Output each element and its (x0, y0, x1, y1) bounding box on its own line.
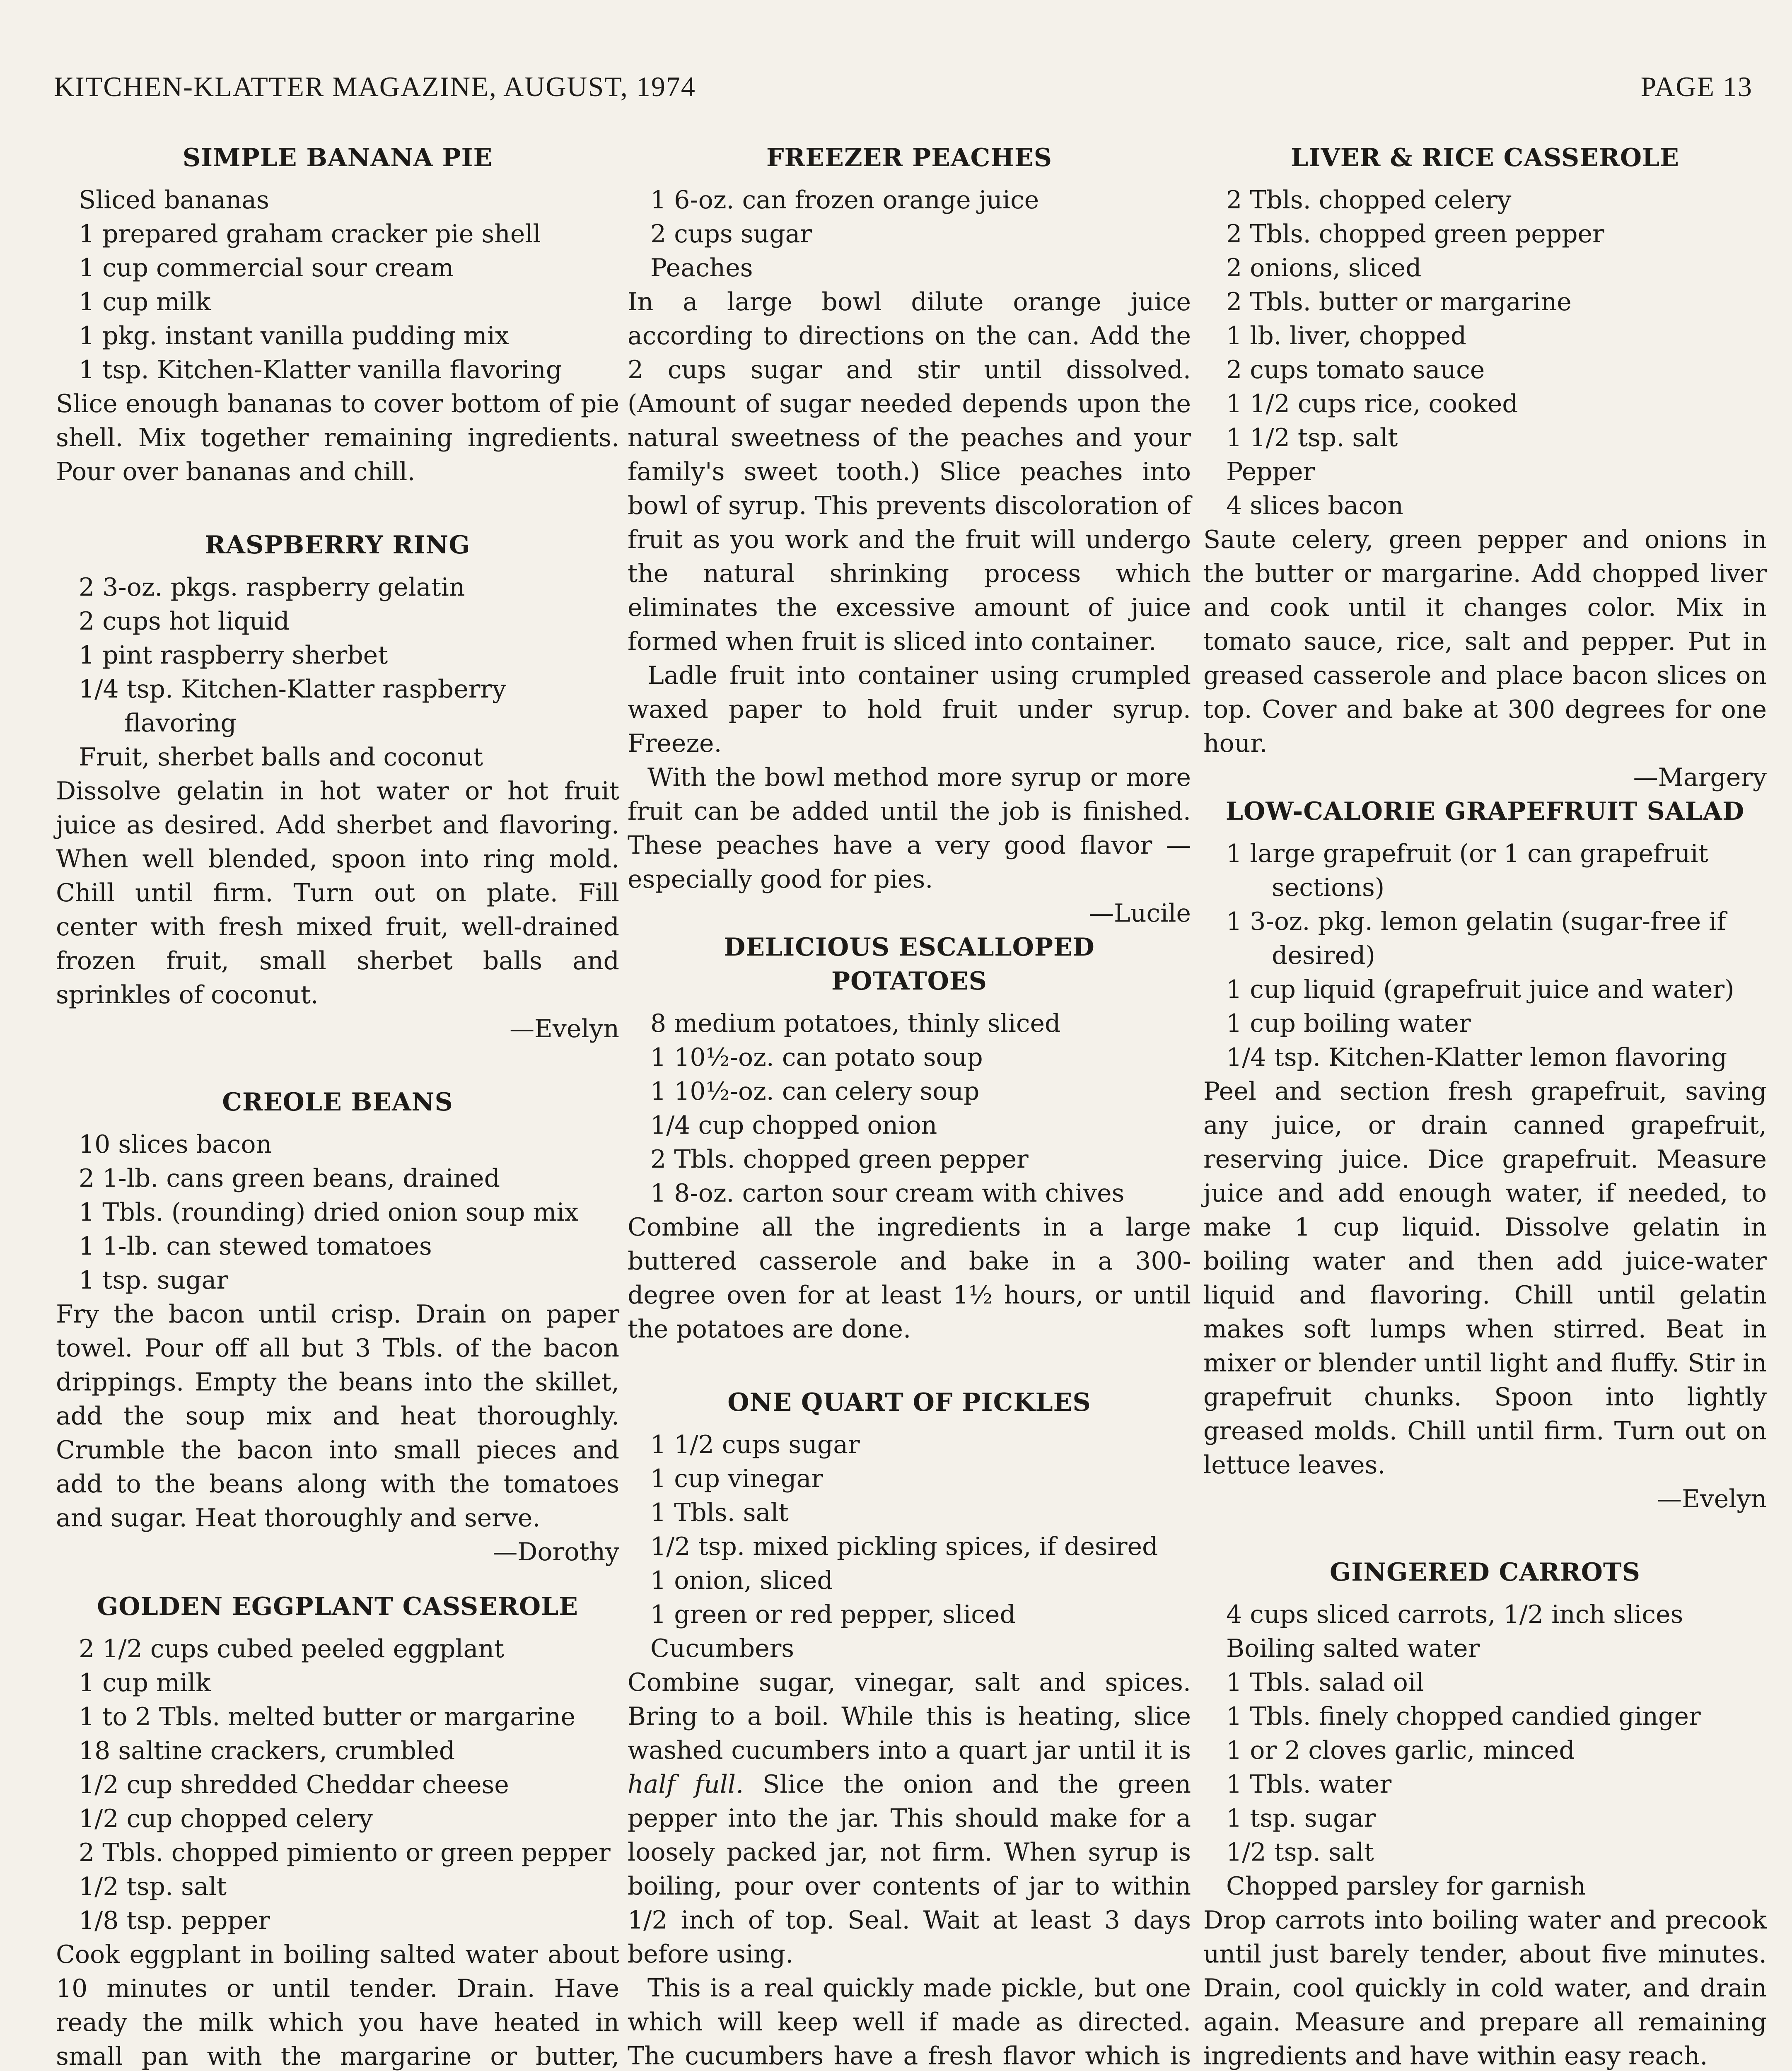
ingredient: 2 1-lb. cans green beans, drained (79, 1164, 500, 1193)
author-signature: —Evelyn (510, 1014, 619, 1043)
recipe-title: GINGERED CARROTS (1330, 1558, 1640, 1587)
ingredient: Boiling salted water (1226, 1634, 1480, 1663)
ingredient-list (56, 1632, 619, 1938)
ingredient: Chopped parsley for garnish (1226, 1872, 1586, 1901)
column-2 (628, 141, 1191, 2071)
ingredient-list (56, 570, 619, 774)
recipe-title: LOW-CALORIE GRAPEFRUIT SALAD (1225, 797, 1745, 826)
recipe-title: LIVER & RICE CASSEROLE (1290, 143, 1680, 172)
ingredient-list (56, 1127, 619, 1297)
emphasis-text: half full. (628, 1770, 744, 1799)
ingredient: 1 cup milk (79, 1668, 211, 1697)
recipe-title: POTATOES (831, 967, 987, 996)
ingredient-list (1203, 183, 1767, 523)
magazine-title: KITCHEN-KLATTER MAGAZINE, AUGUST, 1974 (54, 71, 696, 102)
ingredient: 1 Tbls. (rounding) dried onion soup mix (79, 1198, 579, 1227)
ingredient: 18 saltine crackers, crumbled (79, 1736, 455, 1765)
ingredient: 8 medium potatoes, thinly sliced (650, 1009, 1061, 1038)
directions: In a large bowl dilute orange juice according to directions on the can. Add the 2 cups sugar and stir until dissolved. (Amount of sugar needed depends upon the natural sweetness of the peaches and your family's sweet tooth.) Slice peaches into bowl of syrup. This prevents discoloration of fruit as you work and the fruit will undergo the natural shrinking process which eliminates the excessive amount of juice formed when fruit is sliced into container. (628, 287, 1191, 656)
ingredient: 2 Tbls. chopped green pepper (1226, 220, 1604, 249)
directions: Peel and section fresh grapefruit, saving any juice, or drain canned grapefruit, reserving juice. Dice grapefruit. Measure juice and add enough water, if needed, to make 1 cup liquid. Dissolve gelatin in boiling water and then add juice-water liquid and flavoring. Chill until gelatin makes soft lumps when stirred. Beat in mixer or blender until light and fluffy. Stir in grapefruit chunks. Spoon into lightly greased molds. Chill until firm. Turn out on lettuce leaves. (1203, 1077, 1767, 1480)
ingredient: 1 1-lb. can stewed tomatoes (79, 1232, 432, 1261)
ingredient-list (1203, 1598, 1767, 1903)
ingredient: 1 tsp. sugar (1226, 1804, 1376, 1833)
directions: Combine all the ingredients in a large buttered casserole and bake in a 300-degree oven for at least 1½ hours, or until the potatoes are done. (628, 1213, 1191, 1344)
ingredient: 1/4 tsp. Kitchen-Klatter raspberry flavoring (79, 675, 506, 738)
recipe-title: SIMPLE BANANA PIE (182, 143, 493, 172)
ingredient: 2 Tbls. chopped celery (1226, 186, 1512, 215)
ingredient: 2 cups hot liquid (79, 607, 290, 636)
directions: Ladle fruit into container using crumpled waxed paper to hold fruit under syrup. Freeze. (628, 661, 1191, 758)
ingredient: 1 prepared graham cracker pie shell (79, 220, 541, 249)
ingredient: 2 Tbls. chopped pimiento or green pepper (79, 1838, 611, 1867)
recipe-title: RASPBERRY RING (205, 531, 471, 560)
ingredient-list (1203, 837, 1767, 1074)
ingredient: 1 or 2 cloves garlic, minced (1226, 1736, 1575, 1765)
ingredient: 1 1/2 cups rice, cooked (1226, 389, 1518, 418)
directions: Saute celery, green pepper and onions in the butter or margarine. Add chopped liver and cook until it changes color. Mix in tomato sauce, rice, salt and pepper. Put in greased casserole and place bacon slices on top. Cover and bake at 300 degrees for one hour. (1203, 525, 1767, 758)
ingredient: 1 cup commercial sour cream (79, 253, 454, 282)
ingredient: 1 Tbls. water (1226, 1770, 1392, 1799)
ingredient: 1 cup boiling water (1226, 1009, 1471, 1038)
ingredient-list (628, 1007, 1191, 1210)
ingredient: 1 8-oz. carton sour cream with chives (650, 1179, 1125, 1208)
recipe-title: CREOLE BEANS (222, 1088, 453, 1117)
ingredient: 4 slices bacon (1226, 491, 1403, 520)
author-signature: —Lucile (1089, 899, 1191, 928)
ingredient: 1 1/2 cups sugar (650, 1430, 860, 1459)
ingredient: 2 cups tomato sauce (1226, 355, 1485, 384)
recipe-title: ONE QUART OF PICKLES (727, 1388, 1091, 1417)
ingredient: 2 3-oz. pkgs. raspberry gelatin (79, 573, 465, 602)
directions (628, 1665, 1191, 1971)
directions-text: Combine sugar, vinegar, salt and spices. Bring to a boil. While this is heating, slice washed cucumbers into a quart jar until it is (628, 1668, 1191, 1765)
ingredient: 1 tsp. sugar (79, 1266, 228, 1295)
ingredient: 2 Tbls. chopped green pepper (650, 1145, 1029, 1174)
ingredient: 1/8 tsp. pepper (79, 1906, 270, 1935)
ingredient: 1 cup milk (79, 287, 211, 316)
ingredient-list (628, 1428, 1191, 1665)
ingredient: 1/2 cup shredded Cheddar cheese (79, 1770, 509, 1799)
author-signature: —Evelyn (1657, 1484, 1767, 1513)
ingredient: 1 cup vinegar (650, 1464, 824, 1493)
author-signature: —Margery (1633, 763, 1767, 792)
ingredient: 1 3-oz. pkg. lemon gelatin (sugar-free if desired) (1226, 907, 1726, 970)
ingredient: 4 cups sliced carrots, 1/2 inch slices (1226, 1600, 1683, 1629)
directions: Drop carrots into boiling water and precook until just barely tender, about five minutes. Drain, cool quickly in cold water, and drain again. Measure and prepare all remaining ingredients and have within easy reach. (1203, 1906, 1767, 2071)
ingredient: 1/4 tsp. Kitchen-Klatter lemon flavoring (1226, 1043, 1727, 1072)
directions: Dissolve gelatin in hot water or hot fruit juice as desired. Add sherbet and flavoring. When well blended, spoon into ring mold. Chill until firm. Turn out on plate. Fill center with fresh mixed fruit, well-drained frozen fruit, small sherbet balls and sprinkles of coconut. (56, 777, 619, 1009)
ingredient: 1/2 tsp. salt (79, 1872, 227, 1901)
ingredient: 1 tsp. Kitchen-Klatter vanilla flavoring (79, 355, 562, 384)
ingredient: 1 10½-oz. can celery soup (650, 1077, 980, 1106)
ingredient: 1 cup liquid (grapefruit juice and water) (1226, 975, 1734, 1004)
ingredient: 1 pint raspberry sherbet (79, 641, 388, 670)
column-1 (56, 141, 619, 2071)
ingredient: Cucumbers (650, 1634, 795, 1663)
directions: Cook eggplant in boiling salted water about 10 minutes or until tender. Drain. Have ready the milk which you have heated in small pan with the margarine or butter, (56, 1940, 619, 2071)
ingredient: 1 to 2 Tbls. melted butter or margarine (79, 1702, 576, 1731)
page-number: PAGE 13 (1640, 71, 1753, 102)
ingredient: 1 onion, sliced (650, 1566, 833, 1595)
ingredient: 2 1/2 cups cubed peeled eggplant (79, 1634, 505, 1663)
ingredient: 1/2 tsp. mixed pickling spices, if desired (650, 1532, 1158, 1561)
ingredient: 2 cups sugar (650, 220, 812, 249)
directions: With the bowl method more syrup or more fruit can be added until the job is finished. These peaches have a very good flavor — especially good for pies. (628, 763, 1191, 894)
ingredient: 1 lb. liver, chopped (1226, 321, 1467, 350)
recipe-title: FREEZER PEACHES (766, 143, 1053, 172)
recipe-title: DELICIOUS ESCALLOPED (724, 933, 1095, 962)
ingredient: 2 onions, sliced (1226, 253, 1422, 282)
ingredient: Pepper (1226, 457, 1315, 486)
column-3 (1203, 141, 1767, 2071)
author-signature: —Dorothy (493, 1538, 619, 1567)
ingredient: 1 Tbls. finely chopped candied ginger (1226, 1702, 1701, 1731)
ingredient: 2 Tbls. butter or margarine (1226, 287, 1572, 316)
directions-text: Slice the onion and the green pepper into the jar. This should make for a loosely packed jar, not firm. When syrup is boiling, pour over contents of jar to within 1/2 inch of top. Seal. Wait at least 3 days before using. (628, 1770, 1191, 1969)
ingredient: 1 10½-oz. can potato soup (650, 1043, 983, 1072)
ingredient: 1 large grapefruit (or 1 can grapefruit sections) (1226, 839, 1708, 902)
ingredient: 1 Tbls. salad oil (1226, 1668, 1424, 1697)
ingredient: Sliced bananas (79, 186, 269, 215)
ingredient: 10 slices bacon (79, 1130, 272, 1159)
directions: This is a real quickly made pickle, but one which will keep well if made as directed. The cucumbers have a fresh flavor which is (628, 1974, 1191, 2071)
ingredient: Fruit, sherbet balls and coconut (79, 743, 483, 772)
directions: Fry the bacon until crisp. Drain on paper towel. Pour off all but 3 Tbls. of the bacon drippings. Empty the beans into the skillet, add the soup mix and heat thoroughly. Crumble the bacon into small pieces and add to the beans along with the tomatoes and sugar. Heat thoroughly and serve. (56, 1300, 619, 1533)
ingredient: 1 6-oz. can frozen orange juice (650, 186, 1039, 215)
page-header (54, 70, 1753, 116)
ingredient: 1 Tbls. salt (650, 1498, 789, 1527)
ingredient: 1 green or red pepper, sliced (650, 1600, 1016, 1629)
directions: Slice enough bananas to cover bottom of pie shell. Mix together remaining ingredients. Pour over bananas and chill. (56, 389, 619, 486)
ingredient: 1 pkg. instant vanilla pudding mix (79, 321, 509, 350)
recipe-title: GOLDEN EGGPLANT CASSEROLE (97, 1592, 579, 1621)
ingredient: 1/2 cup chopped celery (79, 1804, 373, 1833)
ingredient-list (628, 183, 1191, 285)
ingredient: Peaches (650, 253, 753, 282)
ingredient: 1/2 tsp. salt (1226, 1838, 1374, 1867)
ingredient-list (56, 183, 619, 387)
ingredient: 1 1/2 tsp. salt (1226, 423, 1398, 452)
ingredient: 1/4 cup chopped onion (650, 1111, 937, 1140)
